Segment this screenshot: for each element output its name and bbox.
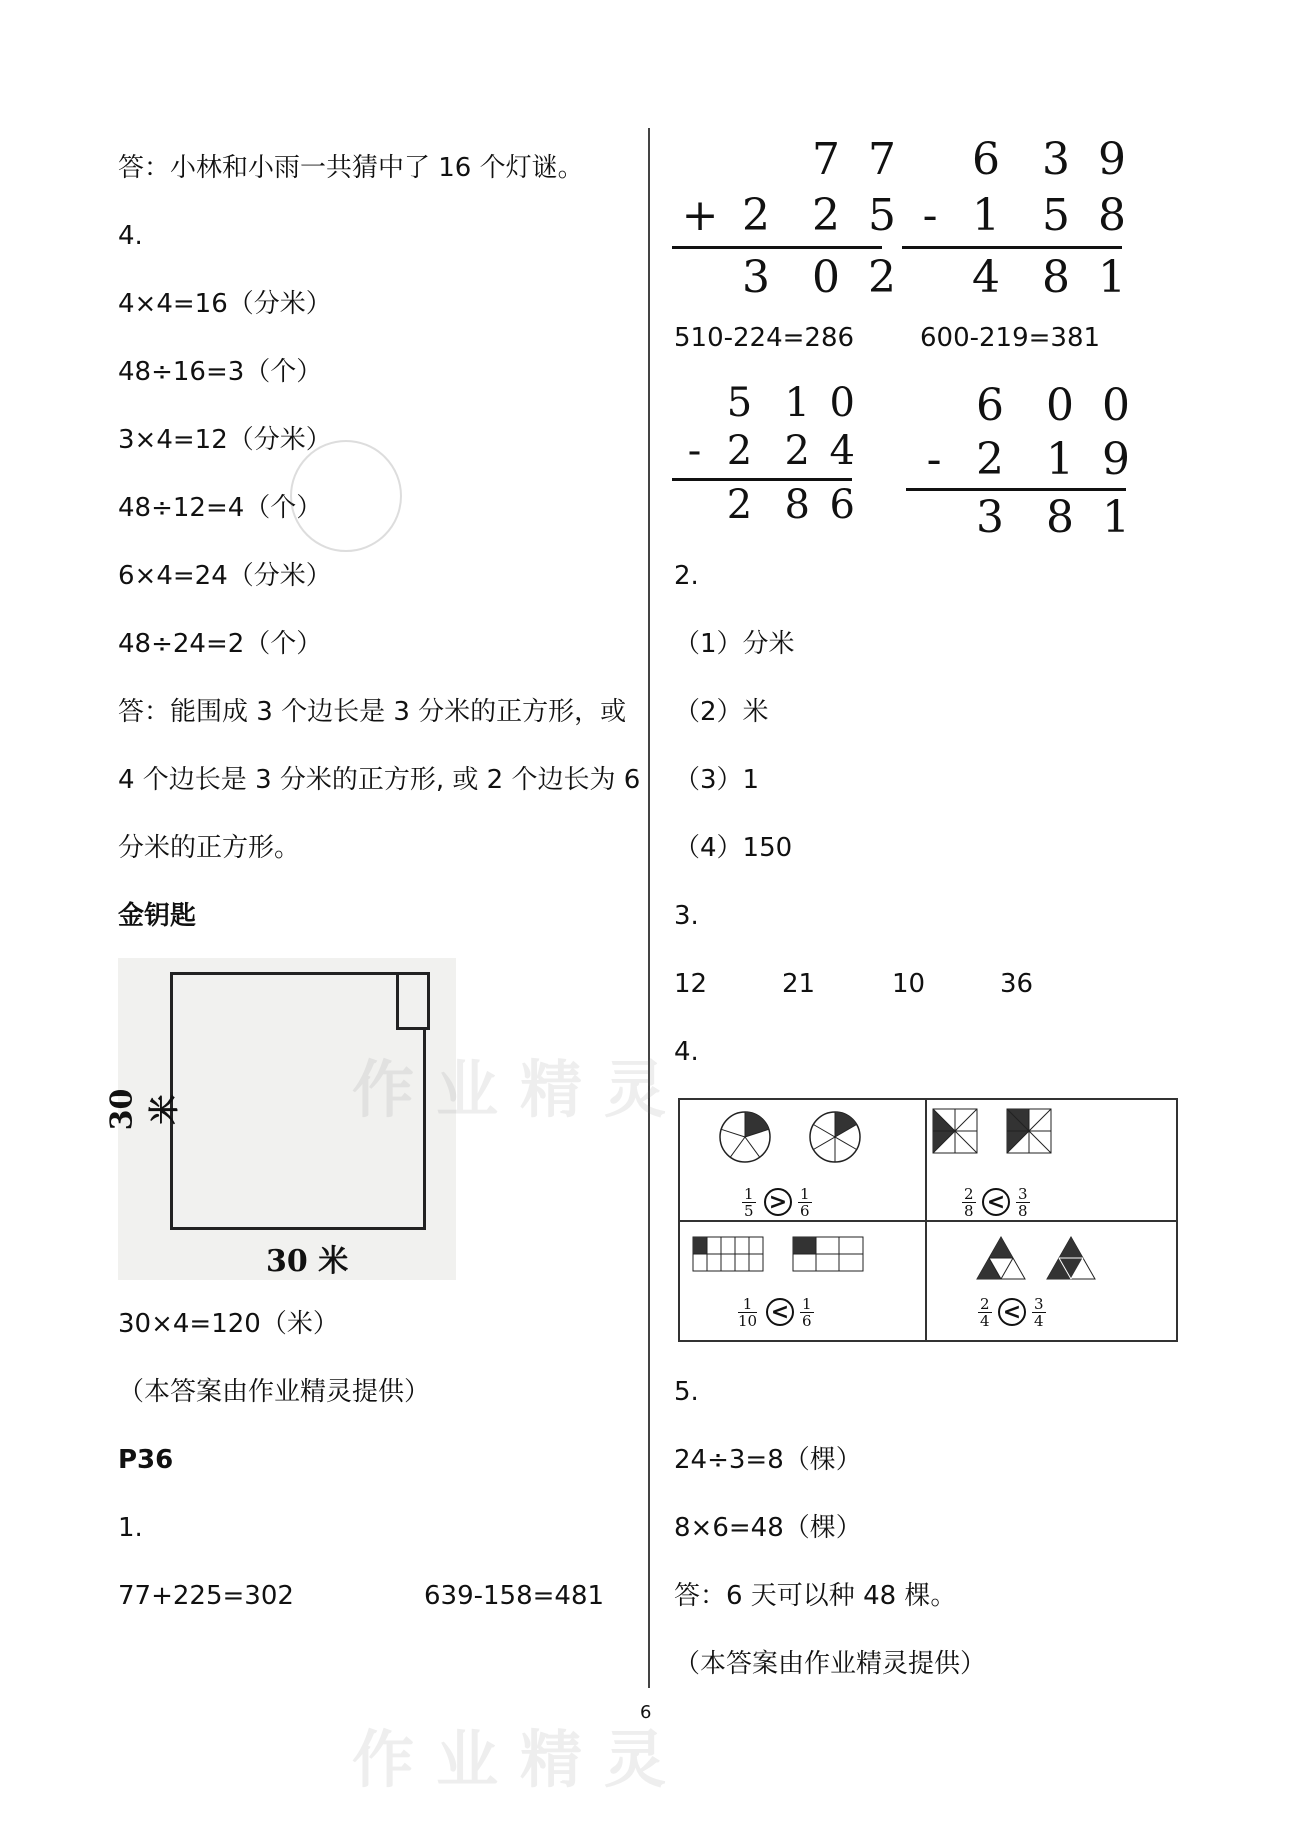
equation: 8×6=48（棵）: [674, 1513, 862, 1543]
equation: 77+225=302: [118, 1581, 294, 1611]
section-heading: 金钥匙: [118, 901, 197, 931]
compare-sign: <: [982, 1188, 1010, 1216]
answer-item: （3）1: [674, 765, 760, 795]
compare-sign: <: [766, 1298, 794, 1326]
strip-sixths-icon: [792, 1236, 864, 1272]
fraction-left: 2 8: [964, 1185, 974, 1220]
bottom-label: 30 米: [266, 1244, 349, 1279]
answer-value: 10: [892, 969, 926, 999]
equation: 30×4=120（米）: [118, 1309, 339, 1339]
fraction-comparison-figure: [678, 1098, 1178, 1342]
answer-item: （2）米: [674, 697, 769, 727]
vertical-subtraction-639-158: 6 3 9 - 1 5 8 4 8 1: [902, 134, 1122, 294]
credit-note: （本答案由作业精灵提供）: [674, 1649, 987, 1679]
fraction-right: 1 6: [802, 1295, 812, 1330]
corner-rectangle: [396, 972, 430, 1030]
equation: 600-219=381: [920, 323, 1101, 353]
side-label: 30 米: [104, 1088, 183, 1131]
question-number: 2.: [674, 561, 699, 591]
equation: 6×4=24（分米）: [118, 561, 332, 591]
credit-note: （本答案由作业精灵提供）: [118, 1377, 431, 1407]
page-heading: P36: [118, 1445, 174, 1475]
fraction-right: 3 4: [1034, 1295, 1044, 1330]
answer-value: 36: [1000, 969, 1034, 999]
answer-line: 答：能围成 3 个边长是 3 分米的正方形，或: [118, 697, 627, 727]
equation: 3×4=12（分米）: [118, 425, 332, 455]
fraction-right: 1 6: [800, 1185, 810, 1220]
column-divider: [648, 128, 650, 1688]
square-eighths-icon: [932, 1108, 978, 1154]
equation: 4×4=16（分米）: [118, 289, 332, 319]
watermark: 作业精灵: [352, 1723, 689, 1796]
answer-line: 分米的正方形。: [118, 833, 301, 863]
question-number: 4.: [674, 1037, 699, 1067]
equation: 48÷16=3（个）: [118, 357, 323, 387]
square-eighths-icon: [1006, 1108, 1052, 1154]
question-number: 3.: [674, 901, 699, 931]
equation: 48÷12=4（个）: [118, 493, 323, 523]
circle-sixths-icon: [808, 1110, 862, 1164]
fraction-right: 3 8: [1018, 1185, 1028, 1220]
fraction-left: 1 10: [738, 1295, 758, 1330]
vertical-subtraction-600-219: 6 0 0 - 2 1 9 3 8 1: [906, 380, 1126, 540]
strip-tenths-icon: [692, 1236, 764, 1272]
equation: 510-224=286: [674, 323, 855, 353]
page-number: 6: [640, 1702, 652, 1723]
vertical-subtraction-510-224: 5 1 0 - 2 2 4 2 8 6: [672, 380, 852, 530]
triangle-quarters-icon: [1046, 1236, 1096, 1280]
watermark: 作业精灵: [352, 1053, 689, 1126]
fraction-left: 1 5: [744, 1185, 754, 1220]
equation: 48÷24=2（个）: [118, 629, 323, 659]
question-number: 5.: [674, 1377, 699, 1407]
stamp-mark: [290, 440, 402, 552]
answer-value: 12: [674, 969, 708, 999]
answer-line: 4 个边长是 3 分米的正方形, 或 2 个边长为 6: [118, 765, 641, 795]
equation: 24÷3=8（棵）: [674, 1445, 862, 1475]
answer-line: 答：小林和小雨一共猜中了 16 个灯谜。: [118, 153, 584, 183]
answer-item: （4）150: [674, 833, 793, 863]
triangle-quarters-icon: [976, 1236, 1026, 1280]
circle-fifths-icon: [718, 1110, 772, 1164]
equation: 639-158=481: [424, 1581, 605, 1611]
answer-line: 答：6 天可以种 48 棵。: [674, 1581, 957, 1611]
question-number: 1.: [118, 1513, 143, 1543]
compare-sign: >: [764, 1188, 792, 1216]
compare-sign: <: [998, 1298, 1026, 1326]
fraction-left: 2 4: [980, 1295, 990, 1330]
answer-value: 21: [782, 969, 816, 999]
answer-item: （1）分米: [674, 629, 795, 659]
vertical-addition-77-225: 7 7 + 2 2 5 3 0 2: [672, 134, 882, 294]
question-number: 4.: [118, 221, 143, 251]
